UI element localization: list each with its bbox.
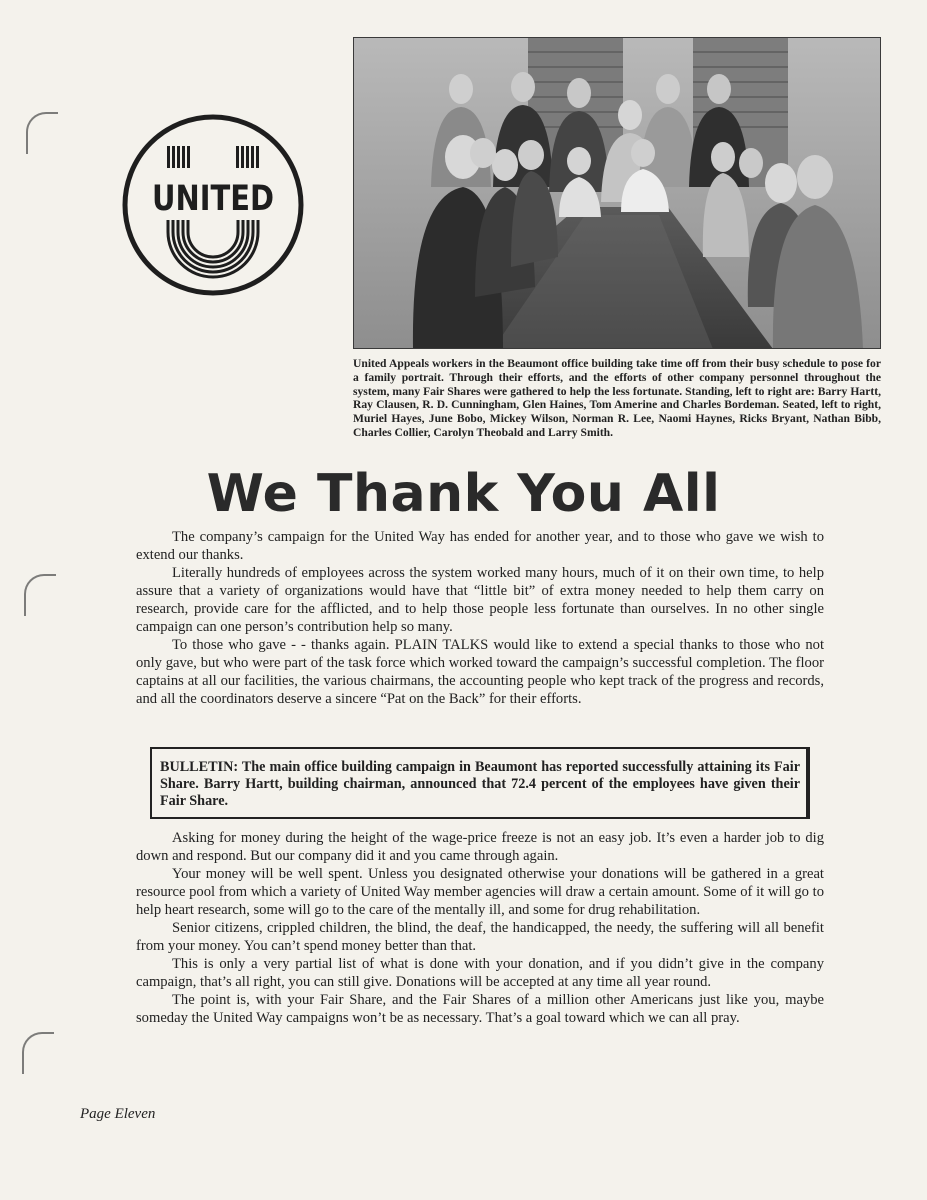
group-photo — [353, 37, 881, 349]
paragraph: The company’s campaign for the United Way has ended for another year, and to those who gave we wish to extend our thanks. — [136, 529, 824, 563]
paragraph: The point is, with your Fair Share, and the Fair Shares of a million other Americans just like you, maybe someday the United Way campaigns won’t be as necessary. That’s a goal toward which we can all pray. — [136, 992, 824, 1026]
paragraph: Asking for money during the height of the wage-price freeze is not an easy job. It’s even a harder job to dig down and respond. But our company did it and you came through again. — [136, 830, 824, 864]
group-photo-illustration — [353, 37, 881, 349]
article-body-intro — [136, 528, 824, 708]
paragraph: To those who gave - - thanks again. PLAIN TALKS would like to extend a special thanks to those who not only gave, but who were part of the task force which worked toward the campaign’s successful completion. The floor captains at all our facilities, the various chairmans, the accounting people who kept track of the progress and records, and all the coordinators deserve a sincere “Pat on the Back” for their efforts. — [136, 637, 824, 707]
binder-hole-bottom — [22, 1032, 54, 1074]
paragraph: Your money will be well spent. Unless you designated otherwise your donations will be gathered in a great resource pool from which a variety of United Way member agencies will draw a certain amount. Some of it will go to help heart research, some will go to the care of the mentally ill, and some for drug rehabilitation. — [136, 866, 824, 918]
headline: We Thank You All — [206, 464, 721, 524]
binder-hole-middle — [24, 574, 56, 616]
paragraph: This is only a very partial list of what is done with your donation, and if you didn’t give in the company campaign, that’s all right, you can still give. Donations will be accepted at any time all year round. — [136, 956, 824, 990]
bulletin-box: BULLETIN: The main office building campaign in Beaumont has reported successfully attaining its Fair Share. Barry Hartt, building chairman, announced that 72.4 percent of the employees have given their Fair Share. — [150, 747, 810, 819]
binder-hole-top — [26, 112, 58, 154]
photo-caption: United Appeals workers in the Beaumont office building take time off from their busy schedule to pose for a family portrait. Through their efforts, and the efforts of other company personnel throughout the system, many Fair Shares were gathered to help the less fortunate. Standing, left to right are: Barry Hartt, Ray Clausen, R. D. Cunningham, Glen Haines, Tom Amerine and Charles Bordeman. Seated, left to right, Muriel Hayes, June Bobo, Mickey Wilson, Norman R. Lee, Naomi Haynes, Ricks Bryant, Nathan Bibb, Charles Collier, Carolyn Theobald and Larry Smith. — [353, 357, 881, 439]
article-body-continued — [136, 829, 824, 1027]
united-logo — [120, 112, 306, 298]
paragraph: Literally hundreds of employees across the system worked many hours, much of it on their own time, to help assure that a variety of organizations would have that “little bit” of extra money needed to help them carry on research, provide care for the afflicted, and to help those people less fortunate than ourselves. In no other single campaign can one person’s contribution help so many. — [136, 565, 824, 635]
united-logo-text: UNITED — [152, 179, 274, 219]
paragraph: Senior citizens, crippled children, the blind, the deaf, the handicapped, the needy, the suffering will all benefit from your money. You can’t spend money better than that. — [136, 920, 824, 954]
united-logo-graphic — [120, 112, 306, 298]
page-number: Page Eleven — [80, 1106, 156, 1122]
